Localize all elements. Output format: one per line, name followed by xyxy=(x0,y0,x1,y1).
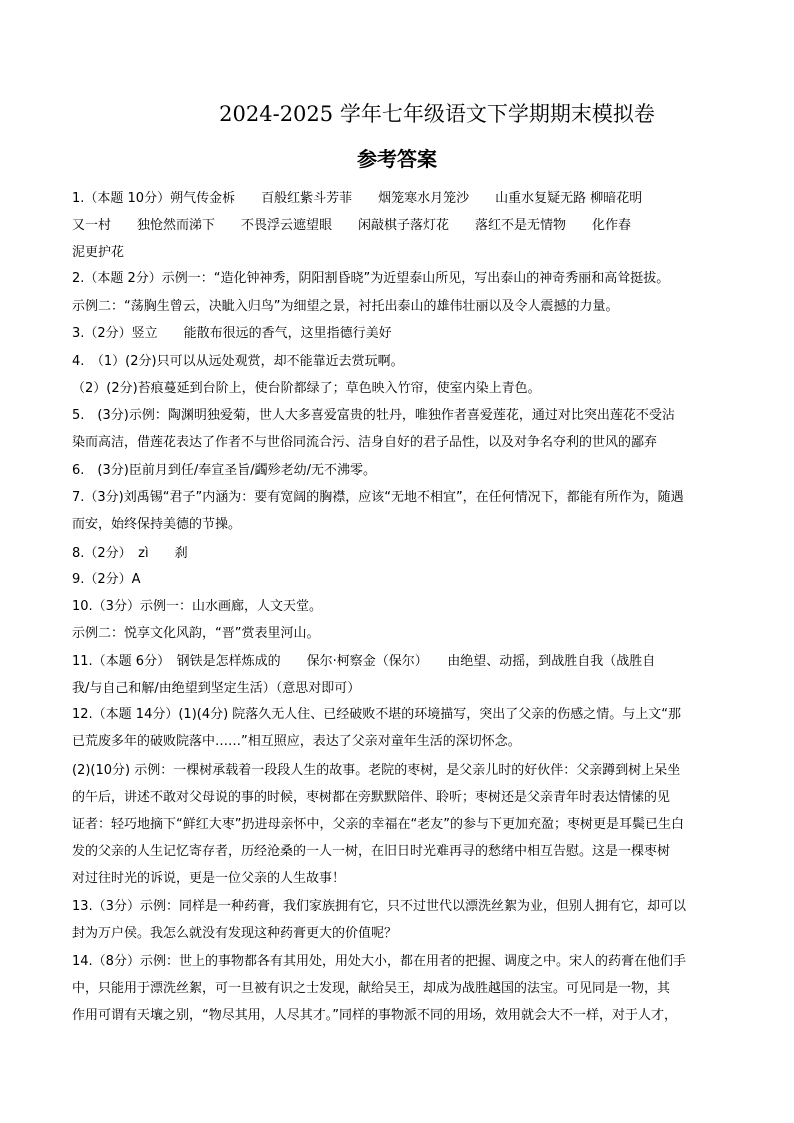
document-title: 2024-2025 学年七年级语文下学期期末模拟卷 xyxy=(219,102,655,126)
answer-line: （2）(2分)苔痕蔓延到台阶上，使台阶都绿了；草色映入竹帘，使室内染上青色。 xyxy=(72,381,541,396)
answer-line: 的午后，讲述不敢对父母说的事的时候，枣树都在旁默默陪伴、聆听；枣树还是父亲青年时表达情愫的见 xyxy=(72,790,671,805)
answer-line: 6. (3分)臣前月到任/奉宣圣旨/蠲殄老幼/无不沸零。 xyxy=(72,463,376,478)
answer-line: 13.（3分）示例：同样是一种药膏，我们家族拥有它，只不过世代以漂洗丝絮为业，但别人拥有它，却可以 xyxy=(72,899,686,914)
document-subtitle: 参考答案 xyxy=(357,147,437,171)
answer-line: 3.（2分）竖立 能散布很远的香气，这里指德行美好 xyxy=(72,326,392,341)
answer-line: 8.（2分） zì 刹 xyxy=(72,546,188,561)
answer-line: 1.（本题 10分）朔气传金柝 百般红紫斗芳菲 烟笼寒水月笼沙 山重水复疑无路 柳暗花明 xyxy=(72,191,643,206)
answer-line: 对过往时光的诉说，更是一位父亲的人生故事！ xyxy=(72,871,346,886)
answer-line: 示例二：悦享文化风韵，“晋”赏表里河山。 xyxy=(72,626,320,641)
answer-line: 9.（2分）A xyxy=(72,572,141,587)
answer-line: 封为万户侯。我怎么就没有发现这种药膏更大的价值呢？ xyxy=(72,926,398,941)
answer-line: 而安，始终保持美德的节操。 xyxy=(72,517,242,532)
answer-line: 12.（本题 14分）(1)(4分) 院落久无人住、已经破败不堪的环境描写，突出了父亲的伤感之情。与上文“那 xyxy=(72,707,682,722)
answer-line: 已荒废多年的破败院落中……”相互照应，表达了父亲对童年生活的深切怀念。 xyxy=(72,734,521,749)
answer-line: 作用可谓有天壤之别，“物尽其用，人尽其才。”同样的事物派不同的用场，效用就会大不一样，对于人才， xyxy=(72,1008,677,1023)
answer-line: 示例二：“荡胸生曾云，决眦入归鸟”为细望之景，衬托出泰山的雄伟壮丽以及令人震撼的力量。 xyxy=(72,299,619,314)
answer-line: 证者：轻巧地摘下“鲜红大枣”扔进母亲怀中，父亲的幸福在“老友”的参与下更加充盈；枣树更是耳鬓已生白 xyxy=(72,817,684,832)
answer-line: 泥更护花 xyxy=(72,245,125,260)
answer-line: 发的父亲的人生记忆寄存者，历经沧桑的一人一树，在旧日时光难再寻的愁绪中相互告慰。这是一棵枣树 xyxy=(72,844,671,859)
answer-line: 10.（3分）示例一：山水画廊，人文天堂。 xyxy=(72,599,322,614)
answer-line: 染而高洁，借莲花表达了作者不与世俗同流合污、洁身自好的君子品性，以及对争名夺利的世风的鄙弃 xyxy=(72,435,658,450)
answer-line: 我/与自己和解/由绝望到坚定生活）（意思对即可） xyxy=(72,681,361,696)
answer-line: 中，只能用于漂洗丝絮，可一旦被有识之士发现，献给吴王，却成为战胜越国的法宝。可见同是一物，其 xyxy=(72,981,671,996)
answer-line: 2.（本题 2分）示例一：“造化钟神秀，阴阳割昏晓”为近望泰山所见，写出泰山的神奇秀丽和高耸挺拔。 xyxy=(72,271,670,286)
answer-line: 11.（本题 6分） 钢铁是怎样炼成的 保尔·柯察金（保尔） 由绝望、动摇，到战胜自我（战胜自 xyxy=(72,654,656,669)
answer-line: 7.（3分)刘禹锡“君子”内涵为：要有宽阔的胸襟，应该“无地不相宜”，在任何情况下，都能有所作为，随遇 xyxy=(72,490,684,505)
answer-line: 5. (3分)示例：陶渊明独爱菊，世人大多喜爱富贵的牡丹，唯独作者喜爱莲花，通过对比突出莲花不受沾 xyxy=(72,408,675,423)
answer-line: (2)(10分) 示例：一棵树承载着一段段人生的故事。老院的枣树，是父亲儿时的好伙伴：父亲蹲到树上呆坐 xyxy=(72,763,681,778)
answer-line: 又一村 独怆然而涕下 不畏浮云遮望眼 闲敲棋子落灯花 落红不是无情物 化作春 xyxy=(72,218,632,233)
answer-line: 14.（8分）示例：世上的事物都各有其用处，用处大小，都在用者的把握、调度之中。宋人的药膏在他们手 xyxy=(72,954,686,969)
answer-line: 4. （1）(2分)只可以从远处观赏，却不能靠近去赏玩啊。 xyxy=(72,354,404,369)
